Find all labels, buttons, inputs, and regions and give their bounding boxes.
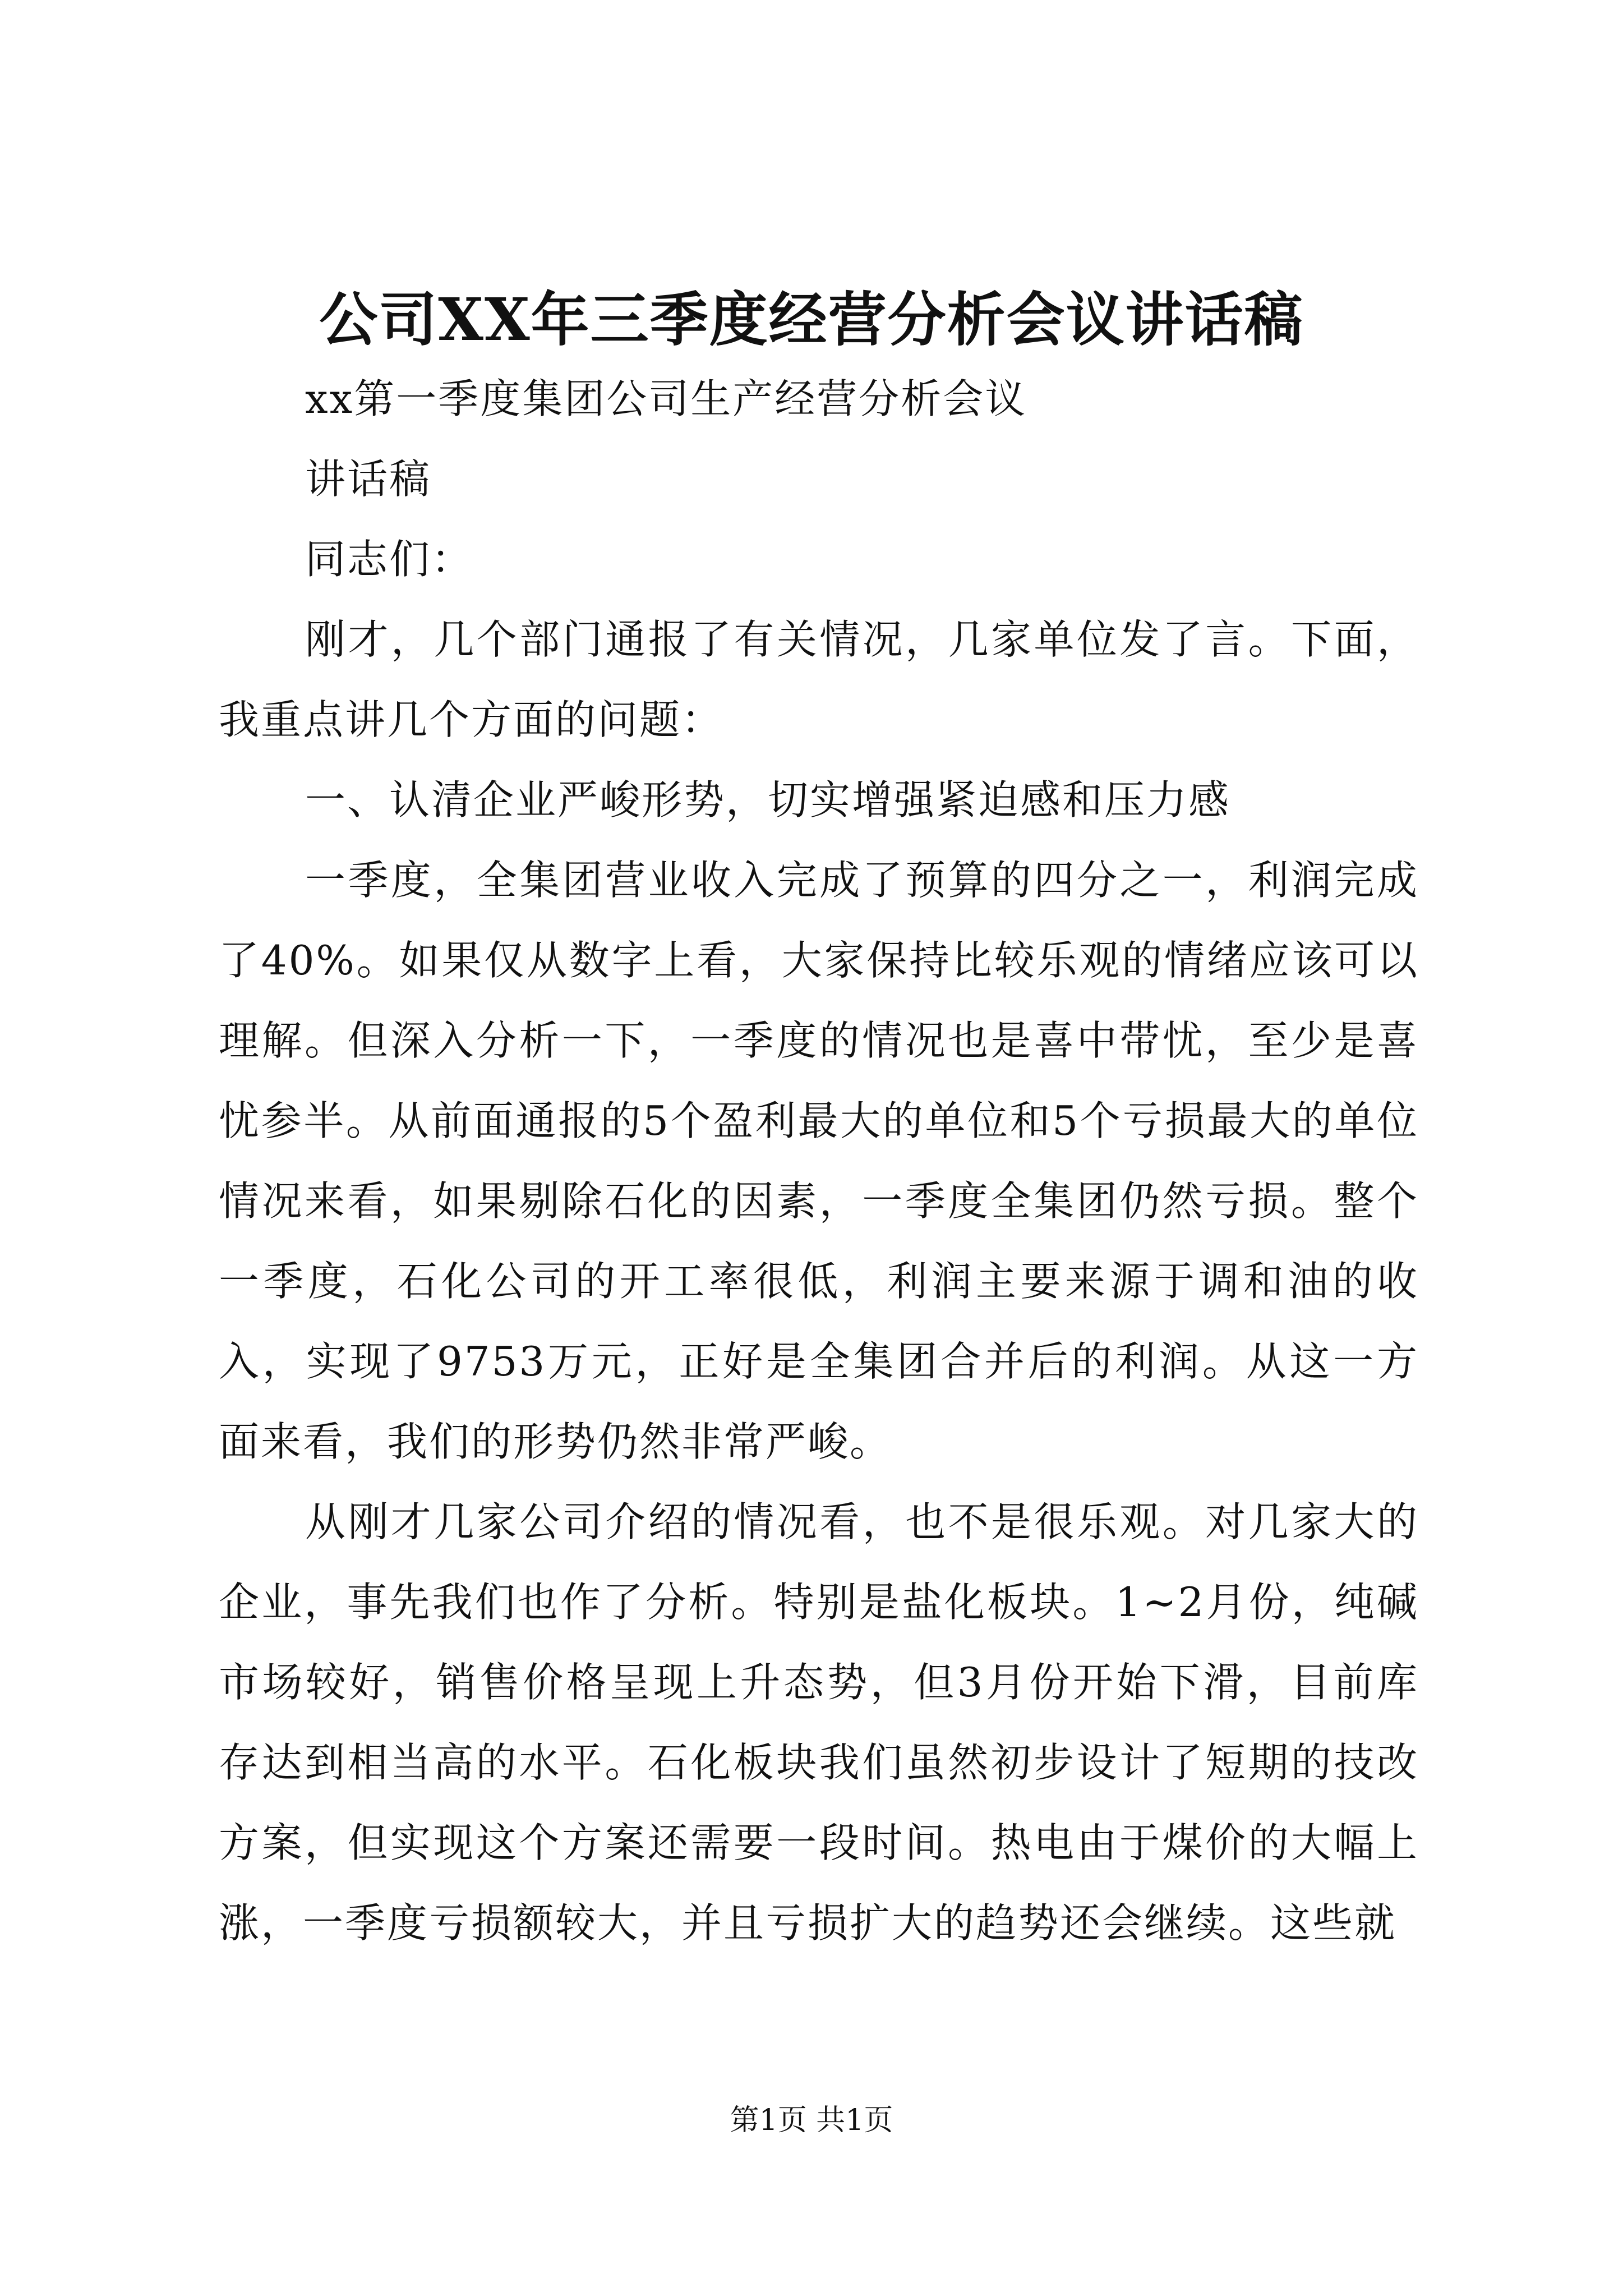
subtitle-line: 讲话稿: [305, 455, 432, 503]
document-body: [219, 359, 1419, 1963]
paragraph: 一季度，全集团营业收入完成了预算的四分之一，利润完成了40%。如果仅从数字上看，大家保持比较乐观的情绪应该可以理解。但深入分析一下，一季度的情况也是喜中带忧，至少是喜忧参半。从前面通报的5个盈利最大的单位和5个亏损最大的单位情况来看，如果剔除石化的因素，一季度全集团仍然亏损。整个一季度，石化公司的开工率很低，利润主要来源于调和油的收入，实现了9753万元，正好是全集团合并后的利润。从这一方面来看，我们的形势仍然非常严峻。: [219, 857, 1419, 1465]
section-heading: 一、认清企业严峻形势，切实增强紧迫感和压力感: [305, 776, 1231, 823]
subtitle-line: xx第一季度集团公司生产经营分析会议: [305, 375, 1027, 422]
page-footer: 第1页 共1页: [730, 2104, 893, 2137]
paragraph: 刚才，几个部门通报了有关情况，几家单位发了言。下面，我重点讲几个方面的问题：: [219, 616, 1419, 743]
salutation: 同志们：: [305, 536, 474, 583]
document-title: 公司XX年三季度经营分析会议讲话稿: [319, 285, 1304, 354]
paragraph: 从刚才几家公司介绍的情况看，也不是很乐观。对几家大的企业，事先我们也作了分析。特别是盐化板块。1~2月份，纯碱市场较好，销售价格呈现上升态势，但3月份开始下滑，目前库存达到相当高的水平。石化板块我们虽然初步设计了短期的技改方案，但实现这个方案还需要一段时间。热电由于煤价的大幅上涨，一季度亏损额较大，并且亏损扩大的趋势还会继续。这些就: [219, 1498, 1419, 1947]
